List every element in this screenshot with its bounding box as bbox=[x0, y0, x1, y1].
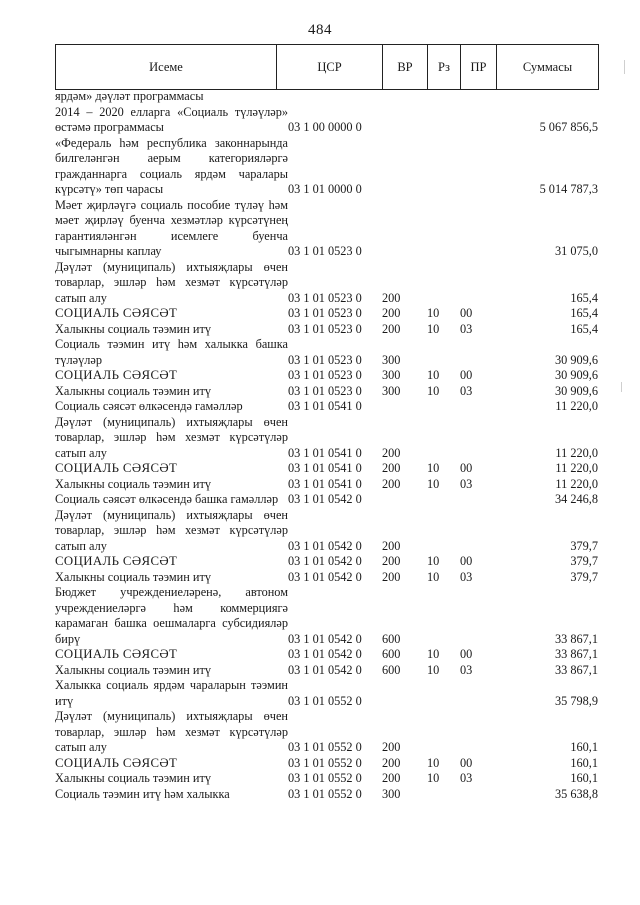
cell-name: Социаль сәясәт өлкәсендә гамәлләр bbox=[55, 399, 243, 413]
cell-sum: 165,4 bbox=[570, 306, 598, 320]
cell-pr bbox=[460, 415, 496, 462]
table-row bbox=[55, 415, 598, 462]
cell-name: Халыкка социаль ярдәм чараларын тәэмин итү bbox=[55, 678, 288, 708]
cell-rz: 10 bbox=[427, 321, 440, 336]
cell-vr: 200 bbox=[382, 755, 401, 770]
cell-name: Дәүләт (муниципаль) ихтыяҗлары өчен товарлар, эшләр һәм хезмәт күрсәтүләр сатып алу bbox=[55, 259, 288, 305]
cell-sum: 11 220,0 bbox=[555, 461, 598, 475]
cell-csr: 03 1 01 0523 0 bbox=[288, 244, 362, 258]
cell-csr: 03 1 01 0542 0 bbox=[288, 569, 362, 584]
cell-sum: 160,1 bbox=[570, 755, 598, 770]
cell-pr: 00 bbox=[460, 461, 473, 475]
header-rz: Рз bbox=[428, 45, 461, 90]
table-row bbox=[55, 89, 598, 105]
cell-vr: 300 bbox=[382, 352, 401, 367]
cell-pr bbox=[460, 492, 496, 508]
cell-rz: 10 bbox=[427, 662, 440, 677]
cell-rz bbox=[427, 415, 460, 462]
cell-csr: 03 1 01 0542 0 bbox=[288, 631, 362, 646]
cell-rz bbox=[427, 89, 460, 105]
table-row bbox=[55, 663, 598, 679]
cell-rz bbox=[427, 136, 460, 198]
cell-vr: 300 bbox=[382, 368, 401, 382]
cell-sum: 11 220,0 bbox=[555, 399, 598, 413]
cell-vr bbox=[382, 89, 427, 105]
cell-name: СОЦИАЛЬ СӘЯСӘТ bbox=[55, 755, 178, 770]
cell-sum: 33 867,1 bbox=[554, 662, 598, 677]
cell-rz: 10 bbox=[427, 647, 440, 661]
cell-csr: 03 1 01 0541 0 bbox=[288, 399, 362, 413]
cell-sum: 379,7 bbox=[570, 554, 598, 568]
cell-rz bbox=[427, 399, 460, 415]
cell-rz bbox=[427, 787, 460, 803]
cell-csr: 03 1 01 0552 0 bbox=[288, 740, 362, 754]
cell-rz bbox=[427, 585, 460, 647]
cell-vr: 600 bbox=[382, 631, 401, 646]
table-row bbox=[55, 399, 598, 415]
cell-rz: 10 bbox=[427, 306, 440, 320]
cell-name: Дәүләт (муниципаль) ихтыяҗлары өчен товарлар, эшләр һәм хезмәт күрсәтүләр сатып алу bbox=[55, 507, 288, 553]
table-row bbox=[55, 306, 598, 322]
cell-csr: 03 1 01 0523 0 bbox=[288, 321, 362, 336]
cell-name: СОЦИАЛЬ СӘЯСӘТ bbox=[55, 554, 178, 568]
cell-rz bbox=[427, 337, 460, 368]
cell-rz bbox=[427, 105, 460, 136]
cell-pr bbox=[460, 337, 496, 368]
cell-sum bbox=[496, 89, 598, 105]
cell-rz: 10 bbox=[427, 554, 440, 568]
cell-name: Дәүләт (муниципаль) ихтыяҗлары өчен товарлар, эшләр һәм хезмәт күрсәтүләр сатып алу bbox=[55, 414, 288, 460]
table-row bbox=[55, 477, 598, 493]
cell-pr: 03 bbox=[460, 476, 473, 491]
cell-vr: 300 bbox=[382, 383, 401, 398]
table-header bbox=[55, 44, 599, 90]
cell-sum: 35 798,9 bbox=[554, 693, 598, 708]
cell-csr: 03 1 00 0000 0 bbox=[288, 120, 362, 134]
cell-pr bbox=[460, 260, 496, 307]
table-row bbox=[55, 368, 598, 384]
cell-name: Халыкны социаль тәэмин итү bbox=[55, 569, 212, 584]
cell-pr: 03 bbox=[460, 321, 473, 336]
cell-sum: 379,7 bbox=[570, 538, 598, 553]
cell-csr: 03 1 01 0542 0 bbox=[288, 647, 362, 661]
cell-sum: 160,1 bbox=[570, 740, 598, 754]
table-row bbox=[55, 709, 598, 756]
cell-vr: 600 bbox=[382, 647, 401, 661]
cell-name: СОЦИАЛЬ СӘЯСӘТ bbox=[55, 306, 178, 320]
cell-name: Бюджет учреждениеләренә, автоном учреждениеләргә һәм коммерциягә карамаган башка оешмаларга субсидияләр бирү bbox=[55, 585, 288, 646]
cell-name: Халыкны социаль тәэмин итү bbox=[55, 662, 212, 677]
table-row bbox=[55, 461, 598, 477]
cell-sum: 5 014 787,3 bbox=[539, 182, 598, 196]
cell-csr: 03 1 01 0542 0 bbox=[288, 492, 362, 506]
cell-rz bbox=[427, 508, 460, 555]
cell-vr bbox=[382, 399, 427, 415]
table-row bbox=[55, 492, 598, 508]
cell-vr bbox=[382, 678, 427, 709]
cell-pr: 00 bbox=[460, 306, 473, 320]
cell-vr: 200 bbox=[382, 538, 401, 553]
cell-sum: 5 067 856,5 bbox=[539, 120, 598, 134]
cell-vr: 600 bbox=[382, 662, 401, 677]
table-row bbox=[55, 678, 598, 709]
cell-vr: 200 bbox=[382, 554, 401, 568]
cell-pr: 03 bbox=[460, 771, 473, 785]
cell-csr: 03 1 01 0541 0 bbox=[288, 476, 362, 491]
cell-sum: 165,4 bbox=[570, 290, 598, 305]
budget-table bbox=[55, 89, 598, 802]
cell-csr: 03 1 01 0552 0 bbox=[288, 771, 362, 785]
cell-pr bbox=[460, 89, 496, 105]
cell-vr: 200 bbox=[382, 569, 401, 584]
table-row bbox=[55, 105, 598, 136]
cell-name: Социаль тәэмин итү һәм халыкка башка түләүләр bbox=[55, 337, 288, 367]
cell-csr: 03 1 01 0552 0 bbox=[288, 786, 362, 801]
cell-name: Социаль тәэмин итү һәм халыкка bbox=[55, 786, 230, 801]
cell-name: «Федераль һәм республика законнарында билгеләнгән аерым категорияләргә гражданнарга социаль ярдәм чаралары күрсәтү» төп чарасы bbox=[55, 135, 288, 196]
cell-name: Халыкны социаль тәэмин итү bbox=[55, 771, 212, 785]
cell-csr: 03 1 01 0541 0 bbox=[288, 445, 362, 460]
cell-csr: 03 1 01 0523 0 bbox=[288, 368, 362, 382]
cell-pr bbox=[460, 678, 496, 709]
cell-name: Халыкны социаль тәэмин итү bbox=[55, 321, 212, 336]
table-row bbox=[55, 585, 598, 647]
header-pr: ПР bbox=[461, 45, 497, 90]
cell-rz bbox=[427, 678, 460, 709]
cell-sum: 33 867,1 bbox=[554, 631, 598, 646]
cell-sum: 30 909,6 bbox=[554, 383, 598, 398]
header-csr: ЦСР bbox=[277, 45, 383, 90]
table-row bbox=[55, 198, 598, 260]
cell-vr bbox=[382, 105, 427, 136]
cell-vr: 300 bbox=[382, 786, 401, 801]
cell-rz: 10 bbox=[427, 368, 440, 382]
header-name: Исеме bbox=[56, 45, 277, 90]
cell-vr bbox=[382, 136, 427, 198]
table-row bbox=[55, 756, 598, 772]
cell-sum: 30 909,6 bbox=[554, 368, 598, 382]
cell-name: СОЦИАЛЬ СӘЯСӘТ bbox=[55, 368, 178, 382]
cell-pr bbox=[460, 508, 496, 555]
cell-vr: 200 bbox=[382, 476, 401, 491]
cell-csr: 03 1 01 0000 0 bbox=[288, 182, 362, 196]
cell-vr: 200 bbox=[382, 306, 401, 320]
cell-pr: 00 bbox=[460, 554, 473, 568]
cell-vr bbox=[382, 492, 427, 508]
cell-name: Халыкны социаль тәэмин итү bbox=[55, 476, 212, 491]
cell-rz bbox=[427, 492, 460, 508]
cell-sum: 35 638,8 bbox=[554, 786, 598, 801]
cell-name: Социаль сәясәт өлкәсендә башка гамәлләр bbox=[55, 492, 279, 506]
table-row bbox=[55, 322, 598, 338]
cell-csr: 03 1 01 0542 0 bbox=[288, 662, 362, 677]
table-row bbox=[55, 787, 598, 803]
cell-rz bbox=[427, 709, 460, 756]
cell-rz bbox=[427, 260, 460, 307]
cell-rz: 10 bbox=[427, 755, 440, 770]
cell-pr: 00 bbox=[460, 368, 473, 382]
header-vr: ВР bbox=[383, 45, 428, 90]
table-row bbox=[55, 384, 598, 400]
cell-name: СОЦИАЛЬ СӘЯСӘТ bbox=[55, 461, 178, 475]
cell-pr bbox=[460, 105, 496, 136]
cell-pr bbox=[460, 585, 496, 647]
cell-csr: 03 1 01 0542 0 bbox=[288, 538, 362, 553]
cell-csr: 03 1 01 0552 0 bbox=[288, 755, 362, 770]
cell-sum: 165,4 bbox=[570, 321, 598, 336]
cell-pr bbox=[460, 787, 496, 803]
cell-pr: 00 bbox=[460, 647, 473, 661]
table-row bbox=[55, 771, 598, 787]
cell-name: 2014 – 2020 елларга «Социаль түләүләр» өстәмә программасы bbox=[55, 104, 288, 134]
header-row bbox=[56, 45, 599, 90]
cell-name: Мәет җирләүгә социаль пособие түләү һәм мәет җирләү буенча хезмәтләр күрсәтүнең гарантияләнгән исемлеге буенча чыгымнарны каплау bbox=[55, 197, 288, 258]
table-row bbox=[55, 554, 598, 570]
cell-csr: 03 1 01 0523 0 bbox=[288, 352, 362, 367]
cell-vr: 200 bbox=[382, 461, 401, 475]
cell-name: ярдәм» дәүләт программасы bbox=[55, 89, 204, 103]
cell-sum: 160,1 bbox=[570, 771, 598, 785]
cell-pr bbox=[460, 399, 496, 415]
cell-csr: 03 1 01 0541 0 bbox=[288, 461, 362, 475]
table-row bbox=[55, 136, 598, 198]
cell-rz: 10 bbox=[427, 569, 440, 584]
cell-pr: 00 bbox=[460, 755, 473, 770]
cell-pr bbox=[460, 198, 496, 260]
cell-sum: 11 220,0 bbox=[555, 445, 598, 460]
cell-pr bbox=[460, 136, 496, 198]
table-row bbox=[55, 260, 598, 307]
header-sum: Суммасы bbox=[497, 45, 599, 90]
budget-rows bbox=[55, 89, 598, 802]
cell-vr: 200 bbox=[382, 290, 401, 305]
cell-rz: 10 bbox=[427, 461, 440, 475]
cell-pr bbox=[460, 709, 496, 756]
cell-rz: 10 bbox=[427, 771, 440, 785]
cell-pr: 03 bbox=[460, 662, 473, 677]
cell-pr: 03 bbox=[460, 383, 473, 398]
cell-name: Дәүләт (муниципаль) ихтыяҗлары өчен товарлар, эшләр һәм хезмәт күрсәтүләр сатып алу bbox=[55, 709, 288, 754]
table-row bbox=[55, 337, 598, 368]
table-row bbox=[55, 508, 598, 555]
scan-mark bbox=[621, 382, 622, 392]
table-row bbox=[55, 570, 598, 586]
cell-vr: 200 bbox=[382, 740, 401, 754]
cell-sum: 31 075,0 bbox=[554, 244, 598, 258]
cell-vr bbox=[382, 198, 427, 260]
scan-mark bbox=[624, 60, 625, 74]
cell-pr: 03 bbox=[460, 569, 473, 584]
cell-csr bbox=[288, 89, 382, 105]
cell-vr: 200 bbox=[382, 321, 401, 336]
cell-sum: 11 220,0 bbox=[555, 476, 598, 491]
cell-rz: 10 bbox=[427, 476, 440, 491]
cell-csr: 03 1 01 0523 0 bbox=[288, 290, 362, 305]
cell-sum: 34 246,8 bbox=[554, 492, 598, 506]
cell-name: Халыкны социаль тәэмин итү bbox=[55, 383, 212, 398]
cell-sum: 33 867,1 bbox=[554, 647, 598, 661]
cell-sum: 30 909,6 bbox=[554, 352, 598, 367]
page-number: 484 bbox=[308, 22, 332, 38]
cell-name: СОЦИАЛЬ СӘЯСӘТ bbox=[55, 647, 178, 661]
cell-rz: 10 bbox=[427, 383, 440, 398]
table-row bbox=[55, 647, 598, 663]
cell-rz bbox=[427, 198, 460, 260]
cell-csr: 03 1 01 0542 0 bbox=[288, 554, 362, 568]
cell-csr: 03 1 01 0523 0 bbox=[288, 306, 362, 320]
cell-vr: 200 bbox=[382, 771, 401, 785]
cell-sum: 379,7 bbox=[570, 569, 598, 584]
cell-csr: 03 1 01 0552 0 bbox=[288, 693, 362, 708]
cell-csr: 03 1 01 0523 0 bbox=[288, 383, 362, 398]
cell-vr: 200 bbox=[382, 445, 401, 460]
